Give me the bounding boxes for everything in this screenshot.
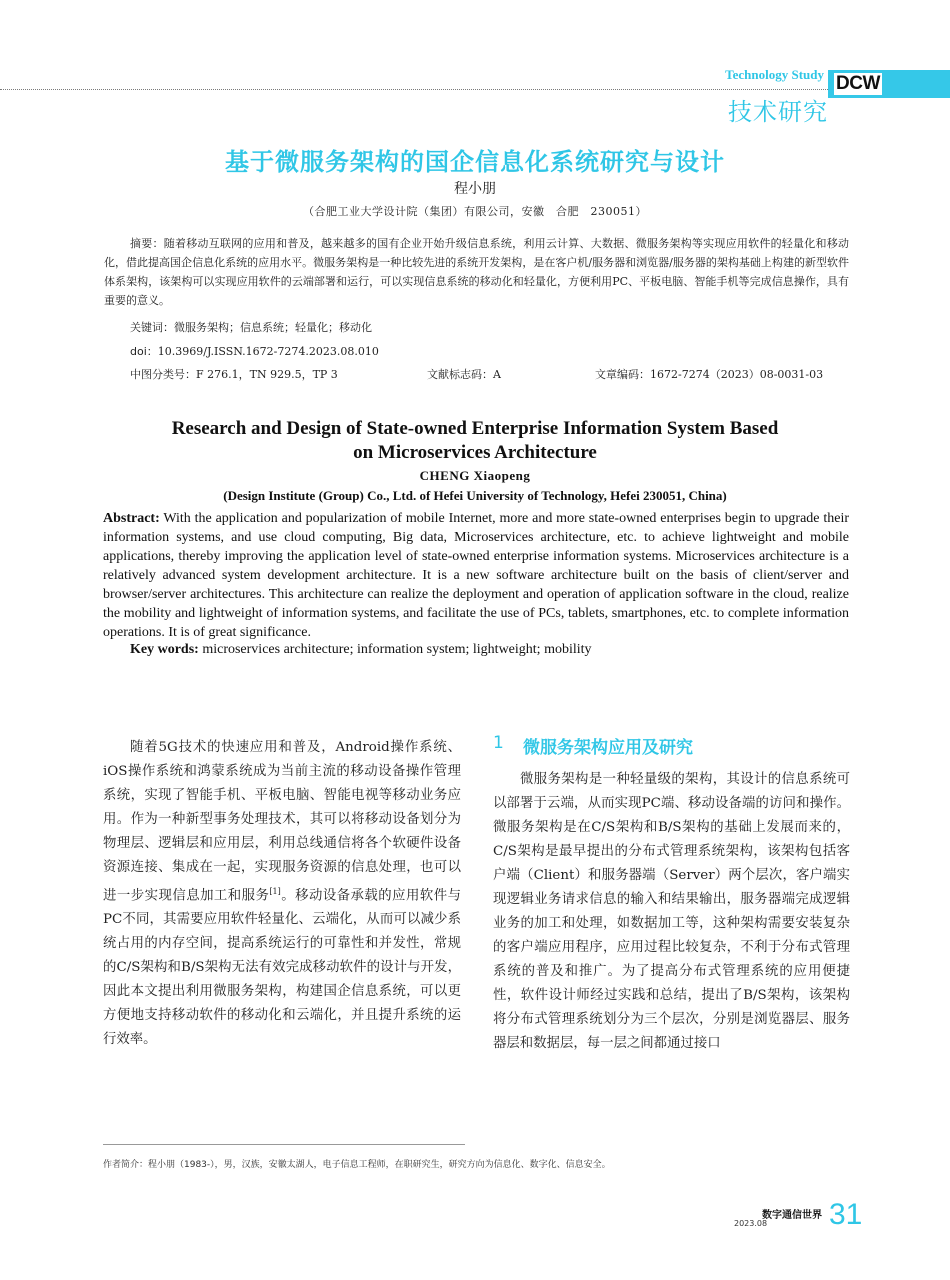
keywords-cn-label: 关键词： — [130, 321, 174, 334]
abstract-en-label: Abstract: — [103, 511, 160, 526]
intro-text-part1: 随着5G技术的快速应用和普及，Android操作系统、iOS操作系统和鸿蒙系统成为当前主流的移动设备操作管理系统，实现了智能手机、平板电脑、智能电视等移动业务应用。作为一种新型事务处理技术，其可以将移动设备划分为物理层、逻辑层和应用层，利用总线通信将各个软硬件设备资源连接、集成在一起，实现服务资源的信息处理，也可以进一步实现信息加工和服务 — [103, 740, 461, 904]
paper-title-en-line2: on Microservices Architecture — [353, 442, 597, 463]
keywords-cn-text: 微服务架构；信息系统；轻量化；移动化 — [174, 321, 372, 334]
abstract-cn-label: 摘要： — [130, 237, 164, 250]
keywords-cn — [130, 319, 372, 335]
doi — [130, 343, 379, 359]
article-number — [595, 366, 823, 382]
paper-title-en — [0, 417, 950, 465]
article-no-text: 1672-7274（2023）08-0031-03 — [650, 368, 824, 381]
section-heading: 微服务架构应用及研究 — [523, 738, 693, 758]
affiliation-cn: （合肥工业大学设计院（集团）有限公司，安徽 合肥 230051） — [303, 205, 647, 218]
keywords-en-text: microservices architecture; information system; lightweight; mobility — [202, 642, 592, 657]
doi-label: doi： — [130, 345, 158, 358]
keywords-en-label: Key words: — [130, 642, 199, 657]
author-footnote: 作者简介：程小朋（1983-），男，汉族，安徽太湖人，电子信息工程师，在职研究生，研究方向为信息化、数字化、信息安全。 — [103, 1160, 611, 1170]
paper-title-en-line1: Research and Design of State-owned Enterprise Information System Based — [171, 418, 779, 439]
intro-text-part2: 。移动设备承载的应用软件与PC不同，其需要应用软件轻量化、云端化，从而可以减少系统占用的内存空间，提高系统运行的可靠性和并发性，常规的C/S架构和B/S架构无法有效完成移动软件的设计与开发，因此本文提出利用微服务架构，构建国企信息系统，可以更方便地支持移动软件的移动化和云端化，并且提升系统的运行效率。 — [103, 888, 462, 1048]
journal-badge: DCW — [836, 73, 880, 94]
section-label-cn: 技术研究 — [728, 98, 828, 126]
section1-body: 微服务架构是一种轻量级的架构，其设计的信息系统可以部署于云端，从而实现PC端、移动设备端的访问和操作。微服务架构是在C/S架构和B/S架构的基础上发展而来的，C/S架构是最早提出的分布式管理系统架构，该架构包括客户端（Client）和服务器端（Server）两个层次，客户端实现逻辑业务请求信息的输入和结果输出，服务器端完成逻辑业务的加工和处理，如数据加工等，这种架构需要安装复杂的客户端应用程序，应用过程比较复杂，不利于分布式管理系统的普及和推广。为了提高分布式管理系统的应用便捷性，软件设计师经过实践和总结，提出了B/S架构，该架构将分布式管理系统划分为三个层次，分别是浏览器层、服务器层和数据层，每一层之间都通过接口 — [493, 772, 850, 1051]
abstract-cn — [104, 234, 849, 310]
author-cn: 程小朋 — [454, 181, 496, 197]
article-no-label: 文章编码： — [595, 368, 650, 381]
abstract-en-text: With the application and popularization of mobile Internet, more and more state-owned enterprises begin to upgrade their information systems, and use cloud computing, Big data, Microservices architecture, etc. to achieve lightweight and mobile applications, thereby improving the application level of state-owned enterprise information systems. Microservices architecture is a relatively advanced system development architecture. It is a new software architecture built on the basis of client/server and browser/server architectures. This architecture can realize the deployment and operation of application software in the cloud, realize the mobility and lightweight of information systems, and facilitate the use of PCs, tablets, smartphones, etc. to complete information operations. It is of great significance. — [103, 511, 849, 640]
header-dotted-rule — [0, 89, 828, 90]
author-en: CHENG Xiaopeng — [419, 468, 531, 483]
abstract-cn-text: 随着移动互联网的应用和普及，越来越多的国有企业开始升级信息系统，利用云计算、大数据、微服务架构等实现应用软件的轻量化和移动化，借此提高国企信息化系统的应用水平。微服务架构是一种比较先进的系统开发架构，是在客户机/服务器和浏览器/服务器的架构基础上构建的新型软件体系架构，该架构可以实现应用软件的云端部署和运行，可以实现信息系统的移动化和轻量化，方便利用PC、平板电脑、智能手机等完成信息操作，具有重要的意义。 — [104, 237, 849, 307]
doi-text: 10.3969/J.ISSN.1672-7274.2023.08.010 — [157, 345, 379, 358]
keywords-en — [130, 642, 592, 658]
page-number: 31 — [829, 1198, 863, 1231]
paper-title-cn: 基于微服务架构的国企信息化系统研究与设计 — [225, 148, 725, 176]
doc-code-label: 文献标志码： — [427, 368, 493, 381]
journal-issue: 2023.08 — [734, 1219, 768, 1228]
section-label-en: Technology Study — [725, 67, 824, 82]
doc-code-text: A — [493, 368, 501, 381]
affiliation-en: (Design Institute (Group) Co., Ltd. of Hefei University of Technology, Hefei 230051, China) — [223, 488, 727, 503]
clc-label: 中图分类号： — [130, 368, 196, 381]
section-number: 1 — [493, 733, 504, 753]
abstract-en — [103, 509, 849, 642]
clc-number — [130, 366, 338, 382]
clc-text: F 276.1，TN 929.5，TP 3 — [196, 368, 338, 381]
body-left-column — [103, 736, 461, 1052]
journal-name: 数字通信世界 — [762, 1210, 822, 1221]
document-code — [427, 366, 501, 382]
footnote-rule — [103, 1144, 465, 1145]
citation-ref: [1] — [269, 887, 281, 896]
